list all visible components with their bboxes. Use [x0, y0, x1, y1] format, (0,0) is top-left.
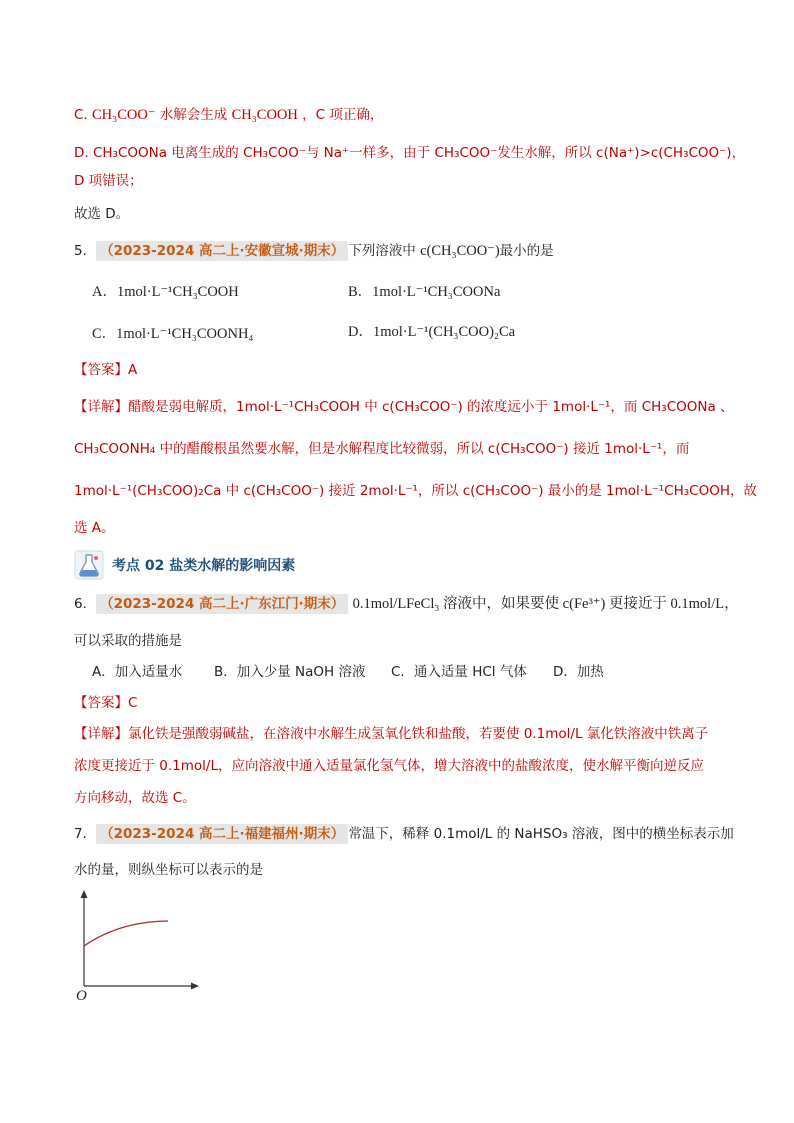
q6-explain-line2: 浓度更接近于 0.1mol/L，应向溶液中通入适量氯化氢气体，增大溶液中的盐酸浓度，使水解平衡向逆反应 — [74, 758, 704, 774]
q5-explain-line2: CH₃COONH₄ 中的醋酸根虽然要水解，但是水解程度比较微弱，所以 c(CH₃COO⁻) 接近 1mol·L⁻¹，而 — [74, 441, 690, 457]
source-tag: （2023-2024 高二上·广东江门·期末） — [96, 594, 348, 614]
q5-explain-line4: 选 A。 — [74, 520, 115, 536]
question-number: 7． — [74, 826, 97, 842]
source-tag: （2023-2024 高二上·安徽宣城·期末） — [96, 241, 348, 261]
question-number: 6． — [74, 596, 97, 612]
q7-stem-line2: 水的量，则纵坐标可以表示的是 — [74, 862, 263, 878]
q6-option-d: D．加热 — [553, 664, 604, 680]
q6-stem-line1: 6． （2023-2024 高二上·广东江门·期末） 0.1mol/LFeCl₃ 溶液中，如果要使 c(Fe³⁺) 更接近于 0.1mol/L， — [74, 596, 739, 612]
q4-option-d-line1: D. CH₃COONa 电离生成的 CH₃COO⁻与 Na⁺一样多，由于 CH₃COO⁻发生水解，所以 c(Na⁺)>c(CH₃COO⁻)， — [74, 145, 746, 161]
q5-explain-line3: 1mol·L⁻¹(CH₃COO)₂Ca 中 c(CH₃COO⁻) 接近 2mol·L⁻¹，所以 c(CH₃COO⁻) 最小的是 1mol·L⁻¹CH₃COOH，故 — [74, 483, 757, 499]
q6-option-c: C．通入适量 HCl 气体 — [391, 664, 527, 680]
q6-explain-line3: 方向移动，故选 C。 — [74, 790, 196, 806]
q4-conclusion: 故选 D。 — [74, 206, 130, 222]
section-heading — [74, 550, 295, 580]
origin-label: O — [76, 988, 87, 1003]
x-axis-arrow — [191, 983, 199, 990]
q7-stem-line1: 7． （2023-2024 高二上·福建福州·期末） 常温下，稀释 0.1mol/L 的 NaHSO₃ 溶液，图中的横坐标表示加 — [74, 826, 734, 842]
q5-option-b: B．1mol·L⁻¹CH₃COONa — [348, 284, 501, 300]
q5-answer: 【答案】A — [74, 362, 138, 378]
question-number: 5． — [74, 243, 97, 259]
q5-option-a: A．1mol·L⁻¹CH₃COOH — [92, 284, 239, 300]
q5-option-d: D．1mol·L⁻¹(CH₃COO)₂Ca — [348, 324, 516, 340]
q5-explain-line1: 【详解】醋酸是弱电解质，1mol·L⁻¹CH₃COOH 中 c(CH₃COO⁻) 的浓度远小于 1mol·L⁻¹，而 CH₃COONa 、 — [74, 399, 734, 415]
curve — [84, 921, 168, 946]
section-title: 考点 02 盐类水解的影响因素 — [112, 558, 296, 574]
source-tag: （2023-2024 高二上·福建福州·期末） — [96, 824, 348, 844]
q6-stem-line2: 可以采取的措施是 — [74, 633, 182, 649]
q6-option-a: A．加入适量水 — [92, 664, 183, 680]
q4-option-d-line2: D 项错误； — [74, 173, 143, 189]
q6-explain-line1: 【详解】氯化铁是强酸弱碱盐，在溶液中水解生成氢氧化铁和盐酸，若要使 0.1mol/L 氯化铁溶液中铁离子 — [74, 726, 709, 742]
y-axis-arrow — [81, 890, 88, 898]
q6-answer: 【答案】C — [74, 695, 138, 711]
q7-graph — [70, 888, 210, 1003]
q5-stem: 5． （2023-2024 高二上·安徽宣城·期末） 下列溶液中 c(CH₃COO⁻)最小的是 — [74, 243, 554, 259]
q6-option-b: B．加入少量 NaOH 溶液 — [214, 664, 366, 680]
q5-option-c: C．1mol·L⁻¹CH₃COONH₄ — [92, 326, 254, 342]
flask-icon — [74, 550, 104, 580]
q4-option-c: C. CH₃COO⁻ 水解会生成 CH₃COOH ，C 项正确， — [74, 107, 384, 123]
